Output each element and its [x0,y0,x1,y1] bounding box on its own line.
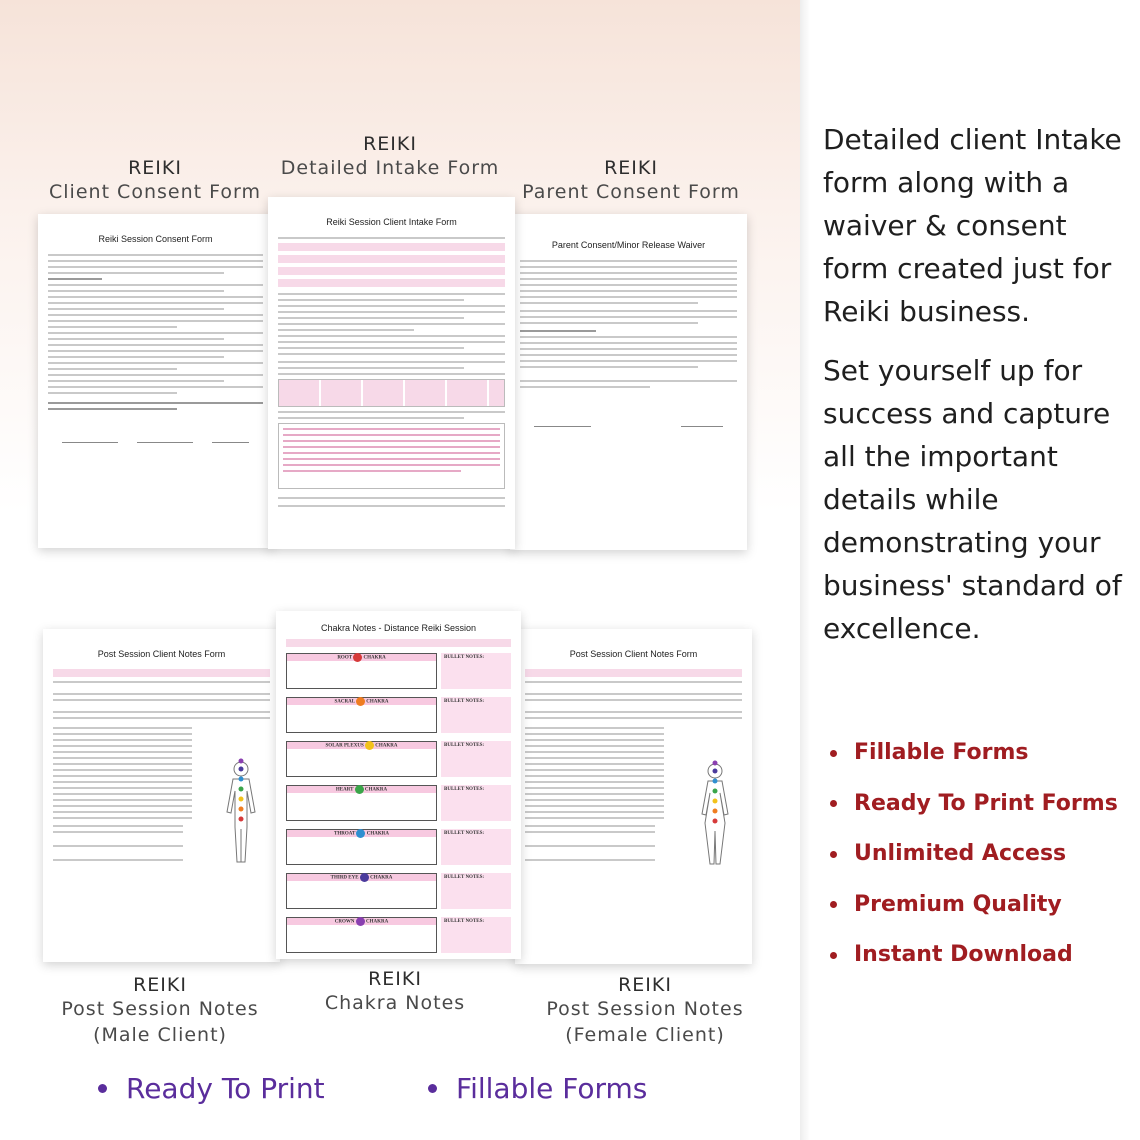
chakra-row [286,741,511,777]
caption-title: REIKI [133,974,187,996]
bottom-feature-fillable-forms [428,1072,647,1105]
caption-intake-form [275,133,505,181]
page-text-lines [520,260,737,388]
chakra-notes-box[interactable] [286,873,437,909]
page-title: Chakra Notes - Distance Reiki Session [320,623,477,633]
chakra-notes-box[interactable] [286,697,437,733]
chakra-suffix: CHAKRA [366,831,389,837]
chakra-label [287,873,436,882]
description-paragraph-2: Set yourself up for success and capture all the important details while demonstrating your business' standard of excellence. [823,354,1122,645]
chakra-suffix: CHAKRA [375,743,398,749]
caption-client-consent [40,157,270,205]
chakra-suffix: CHAKRA [366,699,389,705]
feature-label: Premium Quality [854,891,1062,917]
intake-form-page [268,197,515,549]
caption-subtitle: Post Session Notes [61,998,259,1020]
chakra-label [287,697,436,706]
description [823,118,1123,666]
chakra-suffix: CHAKRA [364,787,388,793]
bullet-notes-box[interactable] [441,917,511,953]
pink-fields [278,237,505,287]
chakra-symbol-icon [360,873,369,882]
feature-item [830,880,1118,931]
chakra-name: THIRD EYE [330,875,359,881]
disclaimer-box [278,423,505,489]
chakra-name: CROWN [334,919,355,925]
bottom-feature-ready-to-print [98,1072,325,1105]
chakra-symbol-icon [356,829,365,838]
female-notes-page [515,629,752,964]
name-date-field [53,669,270,677]
bullet-notes-label: BULLET NOTES: [444,875,485,880]
chakra-symbol-icon [356,917,365,926]
chakra-row [286,697,511,733]
bullet-notes-box[interactable] [441,873,511,909]
male-notes-page [43,629,280,962]
feature-label: Instant Download [854,942,1073,968]
bullet-dot-icon [428,1084,437,1093]
male-body-chakra-icon [211,757,271,867]
caption-title: REIKI [604,157,658,179]
caption-title: REIKI [128,157,182,179]
chakra-name: HEART [335,787,354,793]
caption-subtitle: Post Session Notes [546,998,744,1020]
feature-label: Unlimited Access [854,841,1067,867]
name-date-field [286,639,511,647]
feature-item [830,779,1118,830]
parent-consent-page [510,214,747,550]
chakra-suffix: CHAKRA [370,875,393,881]
bullet-dot-icon [98,1084,107,1093]
caption-subtitle: Parent Consent Form [522,181,740,203]
caption-title: REIKI [618,974,672,996]
chakra-row [286,917,511,953]
feature-item [830,728,1118,779]
caption-male-notes [45,974,275,1048]
name-date-field [525,669,742,677]
caption-title: REIKI [363,133,417,155]
caption-parent-consent [515,157,747,205]
bullet-notes-box[interactable] [441,829,511,865]
notes-lines [53,727,192,819]
chakra-name: ROOT [337,655,352,661]
bottom-feature-label: Ready To Print [126,1072,325,1105]
page-title: Parent Consent/Minor Release Waiver [551,240,706,250]
conditions-grid [278,379,505,407]
chakra-label [287,785,436,794]
chakra-notes-box[interactable] [286,917,437,953]
page-text-lines [48,254,263,410]
female-body-chakra-icon [685,759,745,869]
bullet-dot-icon [830,901,837,908]
caption-subtitle-2: (Female Client) [565,1024,725,1046]
chakra-row [286,653,511,689]
signature-row [48,442,263,448]
signature-row [520,426,737,432]
page-text-lines [278,293,505,375]
page-title: Reiki Session Client Intake Form [326,217,457,227]
bullet-notes-label: BULLET NOTES: [444,787,485,792]
chakra-name: SACRAL [334,699,355,705]
chakra-label [287,917,436,926]
chakra-label [287,653,436,662]
chakra-list [286,653,511,953]
caption-subtitle: Detailed Intake Form [280,157,500,179]
page-title: Post Session Client Notes Form [97,649,226,659]
chakra-symbol-icon [356,697,365,706]
chakra-suffix: CHAKRA [363,655,386,661]
caption-subtitle-2: (Male Client) [93,1024,227,1046]
feature-label: Fillable Forms [854,740,1029,766]
chakra-symbol-icon [353,653,362,662]
chakra-notes-box[interactable] [286,653,437,689]
panel-divider [800,0,810,1140]
page-title: Reiki Session Consent Form [98,234,213,244]
feature-item [830,829,1118,880]
chakra-symbol-icon [365,741,374,750]
chakra-notes-page [276,611,521,959]
chakra-row [286,829,511,865]
description-paragraph-1: Detailed client Intake form along with a waiver & consent form created just for Reiki business. [823,123,1122,328]
chakra-label [287,741,436,750]
chakra-suffix: CHAKRA [366,919,389,925]
chakra-notes-box[interactable] [286,785,437,821]
chakra-name: THROAT [334,831,356,837]
caption-title: REIKI [368,968,422,990]
caption-subtitle: Client Consent Form [49,181,261,203]
bullet-notes-box[interactable] [441,653,511,689]
caption-female-notes [530,974,760,1048]
bullet-notes-label: BULLET NOTES: [444,919,485,924]
consent-form-page [38,214,273,548]
notes-lines [525,727,664,819]
chakra-name: SOLAR PLEXUS [325,743,364,749]
page-title: Post Session Client Notes Form [569,649,698,659]
feature-item [830,930,1118,981]
bullet-notes-label: BULLET NOTES: [444,831,485,836]
bullet-dot-icon [830,750,837,757]
feature-list [830,728,1118,981]
feature-label: Ready To Print Forms [854,790,1118,816]
bullet-dot-icon [830,800,837,807]
chakra-row [286,785,511,821]
caption-subtitle: Chakra Notes [324,992,466,1014]
bullet-notes-label: BULLET NOTES: [444,699,485,704]
bullet-notes-label: BULLET NOTES: [444,655,485,660]
chakra-label [287,829,436,838]
bullet-notes-label: BULLET NOTES: [444,743,485,748]
chakra-row [286,873,511,909]
bullet-notes-box[interactable] [441,697,511,733]
chakra-notes-box[interactable] [286,741,437,777]
bullet-dot-icon [830,851,837,858]
bullet-notes-box[interactable] [441,785,511,821]
chakra-symbol-icon [355,785,364,794]
bullet-notes-box[interactable] [441,741,511,777]
chakra-notes-box[interactable] [286,829,437,865]
bottom-feature-label: Fillable Forms [456,1072,648,1105]
bullet-dot-icon [830,952,837,959]
caption-chakra-notes [280,968,510,1016]
